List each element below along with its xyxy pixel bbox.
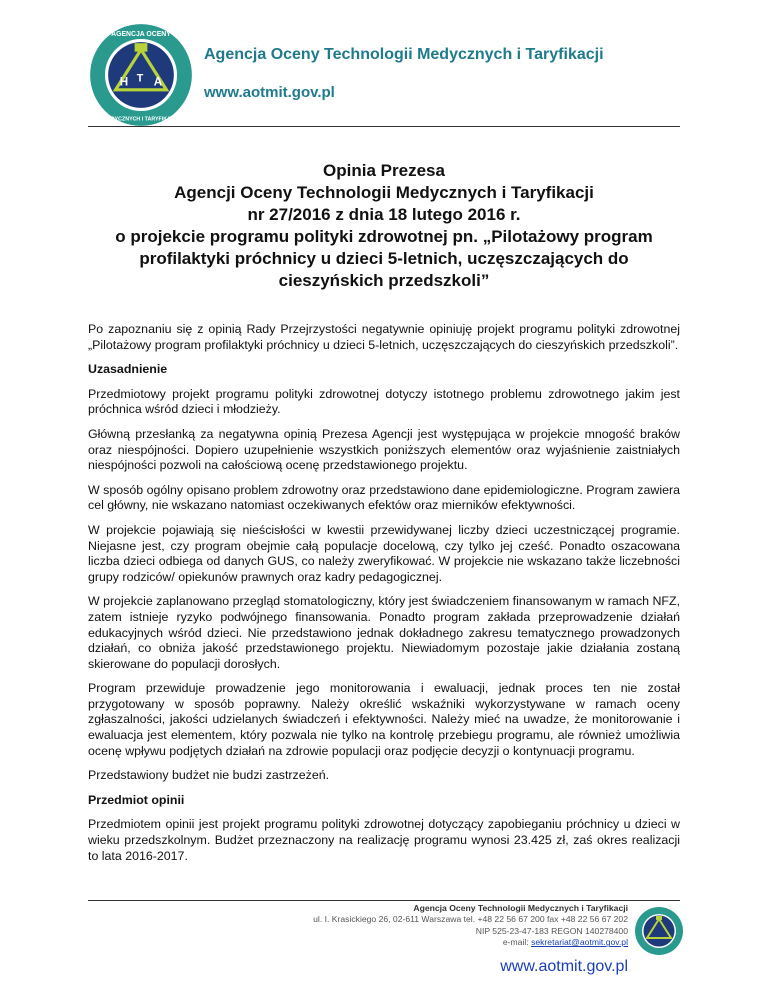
header-divider	[88, 126, 680, 127]
title-line: Opinia Prezesa	[323, 161, 445, 180]
paragraph: Program przewiduje prowadzenie jego monitorowania i ewaluacji, jednak proces ten nie został przygotowany w sposób poprawny. Należy określić wskaźniki wykorzystywane w ramach oceny zgłaszalności, jakości udzielanych świadczeń i efektywności. Należy mieć na uwadze, że monitorowanie i ewaluacja jest elementem, który pozwala nie tylko na kontrolę przebiegu programu, ale również umożliwia ocenę wpływu podjętych działań na zdrowie populacji oraz podjęcie decyzji o kontynuacji programu.	[88, 681, 680, 758]
paragraph: W sposób ogólny opisano problem zdrowotny oraz przedstawiono dane epidemiologiczne. Program zawiera cel główny, nie wskazano natomiast oczekiwanych efektów oraz mierników efektywności.	[88, 482, 680, 513]
document-body	[88, 322, 680, 873]
footer-address: ul. I. Krasickiego 26, 02-611 Warszawa tel. +48 22 56 67 200 fax +48 22 56 67 202	[313, 914, 628, 925]
header-org-name: Agencja Oceny Technologii Medycznych i Taryfikacji	[204, 46, 604, 63]
footer-divider	[88, 900, 680, 901]
footer-url[interactable]: www.aotmit.gov.pl	[500, 958, 628, 975]
footer-email-link[interactable]: sekretariat@aotmit.gov.pl	[531, 937, 628, 948]
title-line: profilaktyki próchnicy u dzieci 5-letnich, uczęszczających do	[139, 249, 629, 268]
svg-text:T: T	[136, 72, 144, 85]
paragraph: W projekcie pojawiają się nieścisłości w kwestii przewidywanej liczby dzieci uczestniczącej programie. Niejasne jest, czy program obejmie całą populacje docelową, czy tylko jej cześć. Ponadto oszacowana liczba dzieci odbiega od danych GUS, co należy zweryfikować. W projekcie nie wskazano także liczebności grupy rodziców/ opiekunów prawnych oraz kadry pedagogicznej.	[88, 522, 680, 584]
document-title	[88, 160, 680, 292]
section-heading-justification: Uzasadnienie	[88, 362, 168, 377]
svg-text:A: A	[153, 75, 163, 89]
title-line: Agencji Oceny Technologii Medycznych i Taryfikacji	[174, 183, 594, 202]
svg-text:AGENCJA OCENY: AGENCJA OCENY	[111, 30, 171, 38]
paragraph: Główną przesłanką za negatywna opinią Prezesa Agencji jest występująca w projekcie mnogość braków oraz niespójności. Dopiero uzupełnienie wszystkich poniższych elementów oraz wyjaśnienie zaistniałych niespójności pozwoli na całościową ocenę przedstawionego projektu.	[88, 426, 680, 473]
aotmit-logo-icon	[88, 22, 194, 128]
intro-paragraph: Po zapoznaniu się z opinią Rady Przejrzystości negatywnie opiniuję projekt programu polityki zdrowotnej „Pilotażowy program profilaktyki próchnicy u dzieci 5-letnich, uczęszczających do cieszyńskich przedszkoli”.	[88, 322, 680, 352]
paragraph: W projekcie zaplanowano przegląd stomatologiczny, który jest świadczeniem finansowanym w ramach NFZ, zatem istnieje ryzyko podwójnego finansowania. Ponadto program zakłada przeprowadzenie działań edukacyjnych wśród dzieci. Nie przedstawiono jednak dokładnego zakresu tematycznego prowadzonych działań, co obniża jakość przedstawionego projektu. Niewiadomym pozostaje jakie działania zostaną skierowane do populacji dorosłych.	[88, 594, 681, 671]
footer-org-name: Agencja Oceny Technologii Medycznych i Taryfikacji	[413, 903, 628, 913]
title-line: o projekcie programu polityki zdrowotnej pn. „Pilotażowy program	[115, 227, 653, 246]
section-heading-subject: Przedmiot opinii	[88, 792, 185, 807]
paragraph: Przedmiotowy projekt programu polityki zdrowotnej dotyczy istotnego problemu zdrowotnego jakim jest próchnica wśród dzieci i młodzieży.	[88, 386, 680, 417]
title-line: nr 27/2016 z dnia 18 lutego 2016 r.	[247, 205, 521, 224]
footer-email-label: e-mail:	[502, 937, 532, 948]
footer-email-line	[313, 937, 628, 948]
svg-text:H: H	[119, 75, 129, 89]
header-url[interactable]: www.aotmit.gov.pl	[204, 84, 335, 101]
paragraph: Przedmiotem opinii jest projekt programu polityki zdrowotnej dotyczący zapobieganiu próchnicy u dzieci w wieku przedszkolnym. Budżet przeznaczony na realizację programu wynosi 23.425 zł, zaś okres realizacji to lata 2016-2017.	[88, 817, 680, 863]
footer-ids: NIP 525-23-47-183 REGON 140278400	[475, 925, 628, 936]
paragraph: Przedstawiony budżet nie budzi zastrzeżeń.	[88, 768, 330, 783]
title-line: cieszyńskich przedszkoli”	[278, 271, 490, 290]
svg-text:MEDYCZNYCH I TARYFIKACJI: MEDYCZNYCH I TARYFIKACJI	[102, 116, 180, 123]
footer-contact	[313, 903, 628, 949]
aotmit-logo-small-icon	[634, 906, 684, 956]
